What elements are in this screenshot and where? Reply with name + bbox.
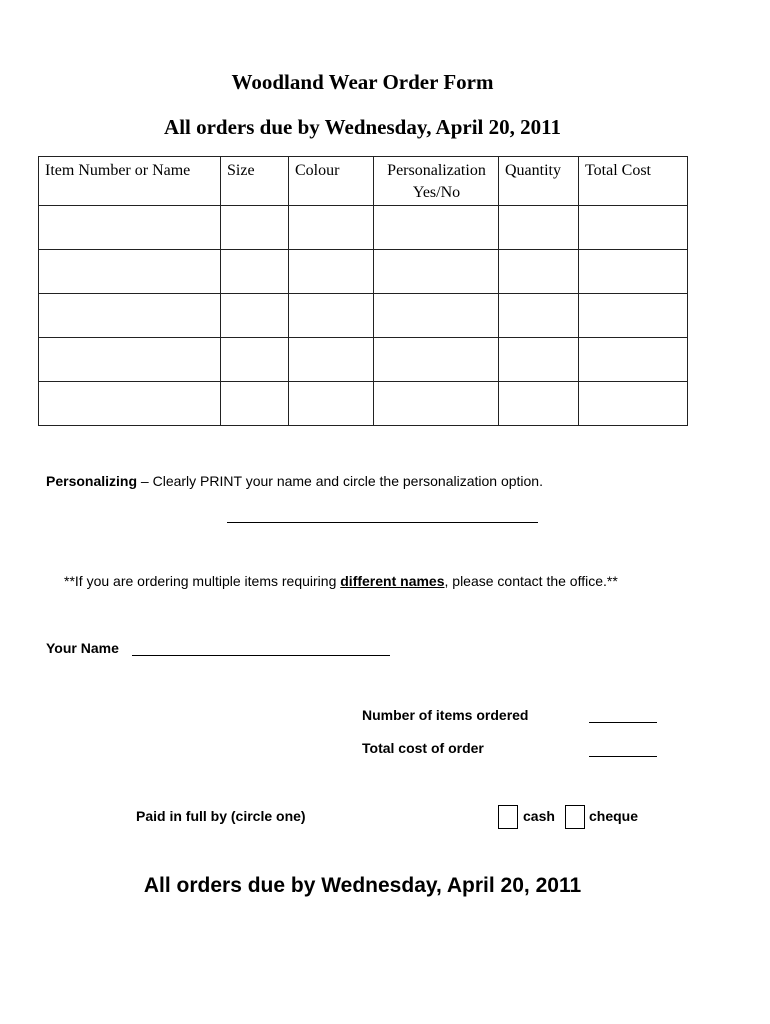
table-cell[interactable] — [221, 294, 289, 338]
footer-due-date: All orders due by Wednesday, April 20, 2011 — [143, 874, 582, 897]
table-cell[interactable] — [221, 250, 289, 294]
header-personalization-line2: Yes/No — [412, 184, 461, 201]
note-after: , please contact the office.** — [444, 573, 618, 589]
total-cost-label: Total cost of order — [362, 740, 484, 756]
table-cell[interactable] — [374, 250, 499, 294]
table-cell[interactable] — [289, 338, 374, 382]
table-cell[interactable] — [374, 206, 499, 250]
cheque-label: cheque — [589, 808, 639, 824]
note-before: **If you are ordering multiple items requiring — [64, 573, 341, 589]
header-personalization — [374, 157, 499, 206]
table-cell[interactable] — [499, 250, 579, 294]
due-date-heading: All orders due by Wednesday, April 20, 2011 — [164, 115, 561, 139]
table-cell[interactable] — [39, 382, 221, 426]
table-row — [39, 382, 688, 426]
your-name-label: Your Name — [46, 640, 119, 656]
table-cell[interactable] — [579, 250, 688, 294]
personalization-name-line[interactable] — [227, 522, 538, 523]
cash-checkbox[interactable] — [498, 805, 518, 829]
table-cell[interactable] — [499, 338, 579, 382]
cash-label: cash — [523, 808, 555, 824]
table-cell[interactable] — [579, 206, 688, 250]
table-cell[interactable] — [39, 206, 221, 250]
table-cell[interactable] — [221, 338, 289, 382]
items-ordered-line[interactable] — [589, 722, 657, 723]
table-cell[interactable] — [221, 206, 289, 250]
items-ordered-label: Number of items ordered — [362, 707, 529, 723]
table-cell[interactable] — [39, 338, 221, 382]
personalizing-text: – Clearly PRINT your name and circle the personalization option. — [137, 473, 543, 489]
order-table — [38, 156, 688, 426]
table-header-row — [39, 157, 688, 206]
table-row — [39, 338, 688, 382]
personalizing-label: Personalizing — [46, 473, 138, 489]
table-cell[interactable] — [579, 338, 688, 382]
table-cell[interactable] — [289, 294, 374, 338]
multiple-names-note — [64, 573, 618, 589]
table-cell[interactable] — [289, 206, 374, 250]
table-cell[interactable] — [499, 382, 579, 426]
total-cost-line[interactable] — [589, 756, 657, 757]
table-row — [39, 250, 688, 294]
header-quantity: Quantity — [499, 157, 579, 206]
table-cell[interactable] — [221, 382, 289, 426]
table-cell[interactable] — [499, 206, 579, 250]
table-cell[interactable] — [374, 294, 499, 338]
table-cell[interactable] — [374, 338, 499, 382]
your-name-line[interactable] — [132, 655, 390, 656]
header-total-cost: Total Cost — [579, 157, 688, 206]
order-table-body — [39, 206, 688, 426]
table-cell[interactable] — [289, 250, 374, 294]
table-cell[interactable] — [579, 294, 688, 338]
header-size: Size — [221, 157, 289, 206]
paid-in-full-label: Paid in full by (circle one) — [136, 808, 306, 824]
table-cell[interactable] — [374, 382, 499, 426]
table-row — [39, 206, 688, 250]
header-colour: Colour — [289, 157, 374, 206]
table-cell[interactable] — [39, 294, 221, 338]
personalizing-instruction — [46, 473, 543, 489]
table-cell[interactable] — [499, 294, 579, 338]
form-title: Woodland Wear Order Form — [231, 70, 494, 94]
table-cell[interactable] — [39, 250, 221, 294]
table-cell[interactable] — [579, 382, 688, 426]
header-item: Item Number or Name — [39, 157, 221, 206]
table-row — [39, 294, 688, 338]
header-personalization-line1: Personalization — [387, 162, 486, 179]
note-emphasis: different names — [340, 573, 445, 589]
cheque-checkbox[interactable] — [565, 805, 585, 829]
table-cell[interactable] — [289, 382, 374, 426]
